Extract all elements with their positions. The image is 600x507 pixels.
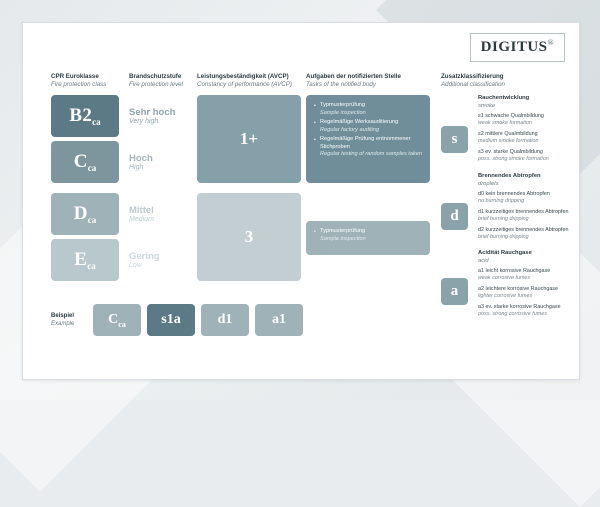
example-box-a1 — [255, 304, 303, 336]
addcls-title-acid — [478, 250, 573, 265]
bullet-icon: • — [314, 120, 316, 127]
tasks-block-bottom — [306, 221, 430, 255]
level2-de: Mittel — [129, 205, 154, 216]
level3-en: Low — [129, 262, 142, 270]
example-box0-main: C — [108, 311, 119, 327]
task-top-0-de: Typmusterprüfung — [320, 102, 366, 108]
avcp-1plus-label: 1+ — [239, 129, 259, 148]
task-top-2-en: Regular testing of random samples taken — [320, 151, 422, 158]
example-box-d1 — [201, 304, 249, 336]
addcls2-title-en: acid — [478, 257, 489, 264]
level1-en: High — [129, 164, 144, 172]
addcls-title-smoke — [478, 95, 573, 110]
level-high — [129, 153, 153, 173]
col3-de: Aufgaben der notifizierten Stelle — [306, 73, 401, 80]
example-label — [51, 313, 74, 329]
tasks-block-top — [306, 95, 430, 183]
task-item — [314, 119, 422, 134]
addcls0-item1-de: s2 mittlere Qualmbildung — [478, 131, 538, 137]
level0-en: Very high — [129, 118, 159, 126]
bullet-icon: • — [314, 137, 316, 144]
class-eca-main: E — [74, 248, 88, 270]
task-item — [314, 102, 422, 117]
brand-name: DIGITUS — [480, 39, 548, 55]
bullet-icon: • — [314, 103, 316, 109]
addcls2-item2-de: a3 ev. starke korrosive Rauchgase — [478, 304, 561, 310]
badge-acid-label: a — [450, 283, 459, 299]
badge-droplets — [441, 203, 468, 230]
addcls-item-a2 — [478, 286, 576, 300]
addcls1-item0-de: d0 kein brennendes Abtropfen — [478, 191, 550, 197]
addcls2-item0-en: weak corrosive fumes — [478, 275, 531, 282]
addcls0-item2-de: s3 ev. starke Qualmbildung — [478, 149, 543, 155]
class-dca-sub: ca — [87, 215, 97, 226]
col0-de: CPR Euroklasse — [51, 73, 99, 80]
class-b2ca-main: B2 — [69, 104, 93, 126]
addcls-item-a3 — [478, 304, 576, 318]
addcls1-item2-de: d2 kurzzeitiges brennendes Abtropfen — [478, 227, 569, 233]
addcls2-title-de: Acidität Rauchgase — [478, 250, 532, 256]
addcls-item-d0 — [478, 191, 576, 205]
addcls0-item0-en: weak smoke formation — [478, 120, 532, 127]
badge-acid — [441, 278, 468, 305]
class-b2ca-sub: ca — [92, 117, 101, 128]
col2-de: Leistungsbeständigkeit (AVCP) — [197, 73, 289, 80]
avcp-3-label: 3 — [244, 227, 254, 246]
task-top-2-de: Regelmäßige Prüfung entnommener Stichproben — [320, 136, 411, 150]
col4-en: Additional classification — [441, 81, 505, 89]
example-label-de: Beispiel — [51, 313, 75, 319]
addcls1-item1-en: brief burning dripping — [478, 216, 529, 223]
column-header-notified-body-tasks — [306, 73, 426, 90]
col0-en: Fire protection class — [51, 81, 107, 89]
badge-droplets-label: d — [450, 208, 459, 224]
avcp-block-1plus — [197, 95, 301, 183]
addcls-item-d2 — [478, 227, 576, 241]
avcp-block-3 — [197, 193, 301, 281]
badge-smoke-label: s — [451, 131, 458, 147]
class-cca-main: C — [73, 150, 88, 172]
class-dca-main: D — [73, 202, 88, 224]
task-bottom-0-en: Sample inspection — [320, 235, 366, 242]
task-item — [314, 136, 422, 159]
level-medium — [129, 205, 154, 225]
addcls1-item2-en: brief burning dripping — [478, 234, 529, 241]
example-box3-main: a1 — [272, 312, 286, 327]
addcls0-item2-en: poss. strong smoke formation — [478, 156, 549, 163]
class-cca-sub: ca — [87, 163, 97, 174]
level-very-high — [129, 107, 175, 127]
col4-de: Zusatzklassifizierung — [441, 73, 504, 80]
addcls0-item0-de: s1 schwache Qualmbildung — [478, 113, 544, 119]
level2-en: Medium — [129, 216, 154, 224]
example-box-cca — [93, 304, 141, 336]
col1-de: Brandschutzstufe — [129, 73, 182, 80]
column-header-fire-protection-class — [51, 73, 131, 90]
class-box-cca — [51, 141, 119, 183]
addcls2-item1-en: lighter corrosive fumes — [478, 293, 533, 300]
example-box2-main: d1 — [217, 312, 233, 327]
addcls0-item1-en: medium smoke formation — [478, 138, 539, 145]
col1-en: Fire protection level — [129, 81, 183, 89]
col2-en: Constancy of performance (AVCP) — [197, 81, 292, 89]
addcls2-item1-de: a2 leichtere korrosive Rauchgase — [478, 286, 559, 292]
bullet-icon: • — [314, 229, 316, 235]
badge-smoke — [441, 126, 468, 153]
addcls0-title-de: Rauchentwicklung — [478, 95, 530, 101]
addcls-title-droplets — [478, 173, 573, 188]
example-box0-sub: ca — [118, 319, 126, 329]
level0-de: Sehr hoch — [129, 107, 176, 118]
example-label-en: Example — [51, 320, 75, 327]
example-box-s1a — [147, 304, 195, 336]
column-header-additional-classification — [441, 73, 551, 90]
addcls2-item2-en: poss. strong corrosive fumes — [478, 311, 547, 318]
task-item — [314, 228, 422, 243]
level1-de: Hoch — [129, 153, 153, 164]
addcls1-title-en: droplets — [478, 180, 499, 187]
addcls2-item0-de: a1 leicht korrosive Rauchgase — [478, 268, 551, 274]
task-top-0-en: Sample inspection — [320, 109, 366, 116]
addcls-item-s2 — [478, 131, 576, 145]
task-top-1-en: Regular factory auditing — [320, 126, 380, 133]
column-header-avcp — [197, 73, 301, 90]
class-eca-sub: ca — [87, 261, 96, 272]
example-box1-main: s1a — [161, 312, 181, 327]
info-card — [22, 22, 580, 380]
task-top-1-de: Regelmäßige Werksauditierung — [320, 119, 399, 126]
col3-en: Tasks of the notified body — [306, 81, 376, 89]
registered-mark: ® — [547, 38, 554, 47]
addcls0-title-en: smoke — [478, 102, 496, 109]
level3-de: Gering — [129, 251, 160, 262]
addcls-item-s1 — [478, 113, 576, 127]
task-bottom-0-de: Typmusterprüfung — [320, 228, 366, 234]
addcls-item-s3 — [478, 149, 576, 163]
class-box-dca — [51, 193, 119, 235]
class-box-eca — [51, 239, 119, 281]
class-box-b2ca — [51, 95, 119, 137]
level-low — [129, 251, 160, 271]
addcls1-item0-en: no burning dripping — [478, 198, 525, 205]
addcls-item-a1 — [478, 268, 576, 282]
addcls-item-d1 — [478, 209, 576, 223]
digitus-logo — [470, 33, 565, 62]
addcls1-item1-de: d1 kurzzeitiges brennendes Abtropfen — [478, 209, 569, 215]
addcls1-title-de: Brennendes Abtropfen — [478, 173, 541, 179]
